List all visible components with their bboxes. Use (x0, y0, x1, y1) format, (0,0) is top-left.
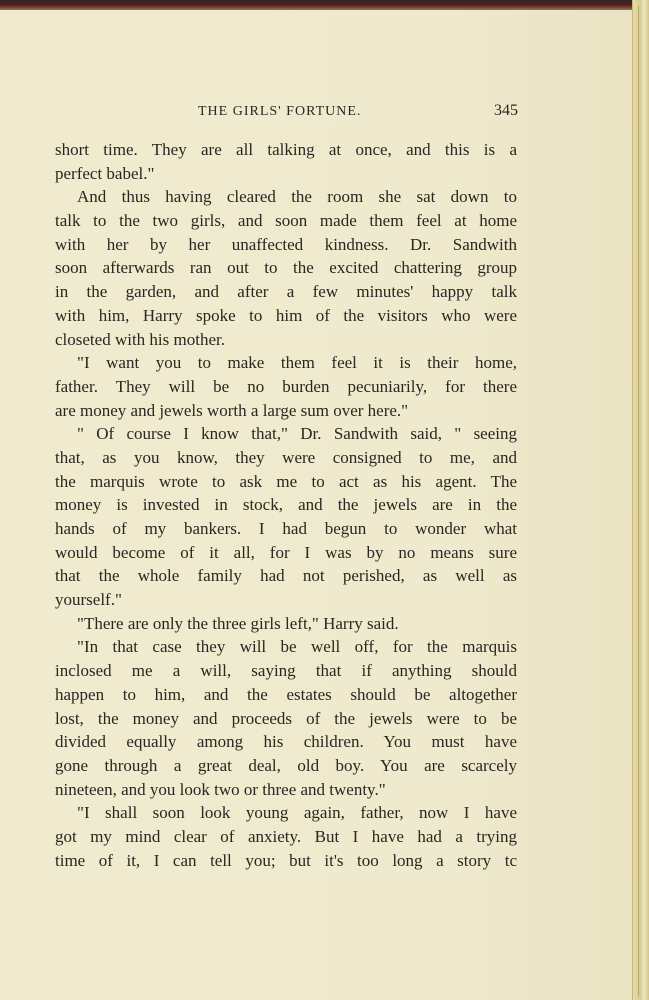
text-line: would become of it all, for I was by no means sure (55, 542, 517, 562)
text-line: divided equally among his children. You must have (55, 732, 517, 752)
text-line: happen to him, and the estates should be altogether (55, 684, 517, 704)
text-line: closeted with his mother. (55, 329, 225, 349)
text-line: got my mind clear of anxiety. But I have had a trying (55, 826, 517, 846)
text-line: with her by her unaffected kindness. Dr. Sandwith (55, 234, 517, 254)
text-line: " Of course I know that," Dr. Sandwith said, " seeing (77, 424, 517, 444)
text-line: hands of my bankers. I had begun to wonder what (55, 519, 517, 538)
text-line: yourself." (55, 590, 122, 610)
page-number: 345 (494, 102, 518, 119)
text-line: with him, Harry spoke to him of the visitors who were (55, 305, 517, 325)
text-line: "I want you to make them feel it is their home, (77, 353, 517, 373)
text-line: short time. They are all talking at once, and this is a (55, 140, 517, 159)
text-line: "I shall soon look young again, father, now I have (77, 803, 517, 823)
spine-rule (638, 6, 639, 996)
book-spine-edge (632, 0, 649, 1000)
text-line: soon afterwards ran out to the excited chattering group (55, 258, 517, 278)
text-line: And thus having cleared the room she sat down to (77, 187, 517, 207)
text-line: father. They will be no burden pecuniarily, for there (55, 376, 517, 396)
text-line: money is invested in stock, and the jewels are in the (55, 495, 517, 515)
text-line: in the garden, and after a few minutes' happy talk (55, 282, 517, 302)
text-line: that, as you know, they were consigned to me, and (55, 447, 517, 467)
text-line: the marquis wrote to ask me to act as his agent. The (55, 471, 517, 491)
text-line: time of it, I can tell you; but it's too long a story tc (55, 850, 517, 870)
running-title: THE GIRLS' FORTUNE. (198, 104, 362, 119)
text-line: "There are only the three girls left," Harry said. (77, 613, 399, 633)
text-line: that the whole family had not perished, as well as (55, 566, 517, 586)
text-line: inclosed me a will, saying that if anything should (55, 661, 517, 681)
text-line: perfect babel." (55, 163, 155, 183)
running-header (198, 104, 518, 126)
text-line: lost, the money and proceeds of the jewels were to be (55, 708, 517, 728)
page-top-edge (0, 0, 649, 10)
text-line: are money and jewels worth a large sum over here." (55, 400, 409, 420)
text-line: "In that case they will be well off, for the marquis (77, 637, 517, 657)
text-line: talk to the two girls, and soon made them feel at home (55, 211, 517, 231)
body-text (55, 138, 517, 872)
text-line: gone through a great deal, old boy. You are scarcely (55, 755, 517, 775)
text-line: nineteen, and you look two or three and twenty." (55, 779, 386, 799)
